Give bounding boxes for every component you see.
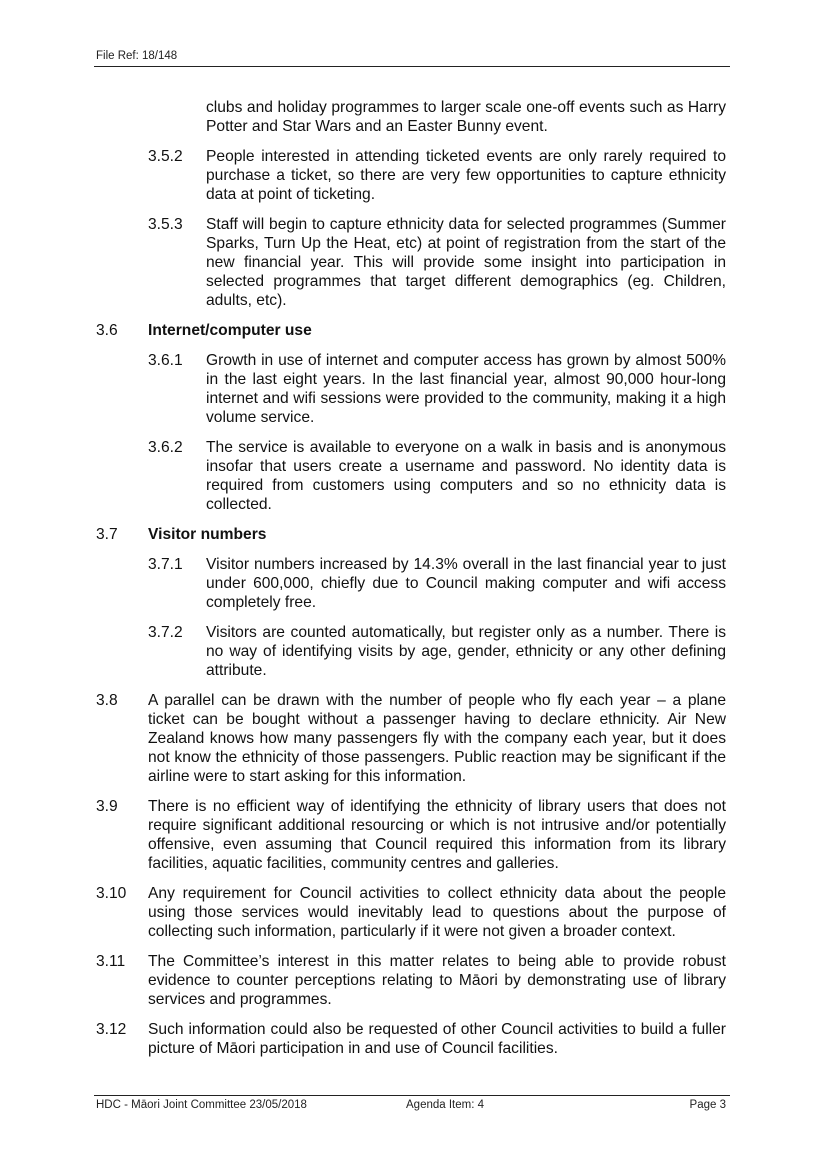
paragraph-number: 3.6.2 — [148, 439, 183, 456]
footer-page-number: Page 3 — [689, 1099, 726, 1111]
paragraph-text: There is no efficient way of identifying the ethnicity of library users that does not require significant additional resourcing or which is not intrusive and/or potentially offensive, even assuming that Council required this information from its library facilities, aquatic facilities, community centres and galleries. — [148, 798, 726, 872]
paragraph-text: The Committee’s interest in this matter relates to being able to provide robust evidence to counter perceptions relating to Māori by demonstrating use of library services and programmes. — [148, 953, 726, 1008]
document-body — [96, 98, 726, 1058]
paragraph-text: Visitor numbers increased by 14.3% overall in the last financial year to just under 600,000, chiefly due to Council making computer and wifi access completely free. — [206, 556, 726, 611]
section-title: Visitor numbers — [148, 526, 267, 543]
file-reference: File Ref: 18/148 — [96, 50, 178, 62]
paragraph-3-9 — [96, 797, 726, 873]
paragraph-text: Any requirement for Council activities to collect ethnicity data about the people using those services would inevitably lead to questions about the purpose of collecting such information, particularly if it were not given a broader context. — [148, 885, 726, 940]
paragraph-3-10 — [96, 884, 726, 941]
section-heading-3-7 — [96, 525, 726, 544]
paragraph-text: The service is available to everyone on a walk in basis and is anonymous insofar that users create a username and password. No identity data is required from customers using computers and so no ethnicity data is collected. — [206, 439, 726, 513]
section-title: Internet/computer use — [148, 322, 312, 339]
paragraph-text: People interested in attending ticketed events are only rarely required to purchase a ticket, so there are very few opportunities to capture ethnicity data at point of ticketing. — [206, 148, 726, 203]
footer-divider — [94, 1095, 730, 1096]
paragraph-text: A parallel can be drawn with the number of people who fly each year – a plane ticket can be bought without a passenger having to declare ethnicity. Air New Zealand knows how many passengers fly with the company each year, but it does not know the ethnicity of those passengers. Public reaction may be significant if the airline were to start asking for this information. — [148, 692, 726, 785]
section-number: 3.7 — [96, 526, 118, 543]
header-divider — [94, 66, 730, 67]
paragraph-3-7-1 — [148, 555, 726, 612]
paragraph-3-5-1-continued: clubs and holiday programmes to larger scale one-off events such as Harry Potter and Star Wars and an Easter Bunny event. — [206, 99, 726, 135]
paragraph-number: 3.6.1 — [148, 352, 183, 369]
paragraph-number: 3.5.3 — [148, 216, 183, 233]
page-footer — [96, 1099, 726, 1111]
paragraph-3-6-1 — [148, 351, 726, 427]
paragraph-text: Visitors are counted automatically, but register only as a number. There is no way of identifying visits by age, gender, ethnicity or any other defining attribute. — [206, 624, 726, 679]
paragraph-3-5-3 — [148, 215, 726, 310]
paragraph-number: 3.12 — [96, 1021, 127, 1038]
section-number: 3.6 — [96, 322, 118, 339]
paragraph-3-6-2 — [148, 438, 726, 514]
paragraph-text: Growth in use of internet and computer access has grown by almost 500% in the last eight years. In the last financial year, almost 90,000 hour-long internet and wifi sessions were provided to the community, making it a high volume service. — [206, 352, 726, 426]
paragraph-number: 3.8 — [96, 692, 118, 709]
paragraph-text: Such information could also be requested of other Council activities to build a fuller picture of Māori participation in and use of Council facilities. — [148, 1021, 726, 1057]
paragraph-number: 3.5.2 — [148, 148, 183, 165]
paragraph-number: 3.9 — [96, 798, 118, 815]
paragraph-3-12 — [96, 1020, 726, 1058]
paragraph-3-8 — [96, 691, 726, 786]
paragraph-number: 3.10 — [96, 885, 127, 902]
paragraph-text: Staff will begin to capture ethnicity data for selected programmes (Summer Sparks, Turn Up the Heat, etc) at point of registration from the start of the new financial year. This will provide some insight into participation in selected programmes that target different demographics (eg. Children, adults, etc). — [206, 216, 726, 309]
footer-agenda-item: Agenda Item: 4 — [406, 1099, 484, 1111]
paragraph-number: 3.7.1 — [148, 556, 183, 573]
paragraph-number: 3.7.2 — [148, 624, 183, 641]
section-heading-3-6 — [96, 321, 726, 340]
paragraph-number: 3.11 — [96, 953, 126, 970]
paragraph-3-11 — [96, 952, 726, 1009]
footer-meeting: HDC - Māori Joint Committee 23/05/2018 — [96, 1099, 307, 1111]
paragraph-3-5-2 — [148, 147, 726, 204]
paragraph-3-7-2 — [148, 623, 726, 680]
